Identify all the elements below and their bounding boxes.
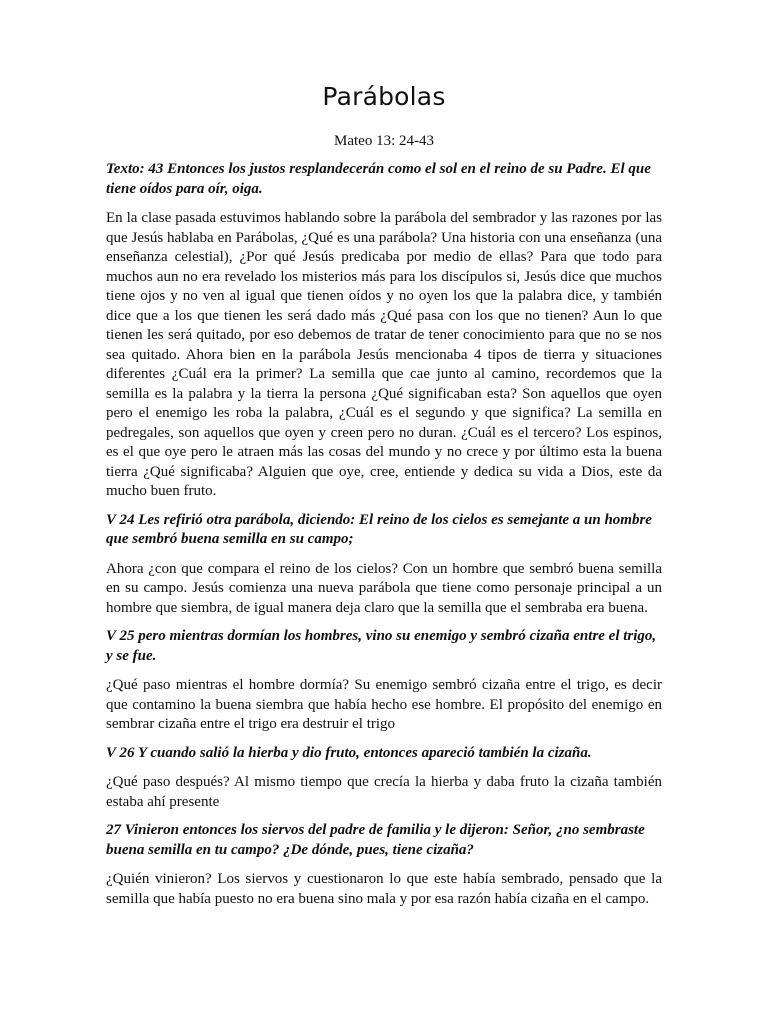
verse-text: V 26 Y cuando salió la hierba y dio fruto, entonces apareció también la cizaña. [106, 744, 592, 761]
verse-text: 27 Vinieron entonces los siervos del padre de familia y le dijeron: Señor, ¿no sembraste buena semilla en tu campo? ¿De dónde, pues, tiene cizaña? [106, 822, 645, 858]
commentary-paragraph: En la clase pasada estuvimos hablando sobre la parábola del sembrador y las razones por las que Jesús hablaba en Parábolas, ¿Qué es una parábola? Una historia con una enseñanza (una enseñanza celestial), ¿Por qué Jesús predicaba por medio de ellas? Para que todo para muchos aun no era revelado los misterios más para los discípulos si, Jesús dice que muchos tiene ojos y no ven al igual que tienen oídos y no oyen los que la palabra dice, y también dice que a los que tienen les será dado más ¿Qué pasa con los que no tienen? Aun lo que tienen les será quitado, por eso debemos de tratar de tener conocimiento para que no se nos sea quitado. Ahora bien en la parábola Jesús mencionaba 4 tipos de tierra y situaciones diferentes ¿Cuál era la primer? La semilla que cae junto al camino, recordemos que la semilla es la palabra y la tierra la persona ¿Qué significaban esta? Son aquellos que oyen pero el enemigo les roba la palabra, ¿Cuál es el segundo y que significa? La semilla en pedregales, son aquellos que oyen y creen pero no duran. ¿Cuál es el tercero? Los espinos, es el que oye pero le atraen más las cosas del mundo y no crece y por último esta la buena tierra ¿Qué significaba? Alguien que oye, cree, entiende y dedica su vida a Dios, este da mucho buen fruto. [106, 210, 662, 499]
page-title: Parábolas [322, 82, 446, 111]
scripture-reference: Mateo 13: 24-43 [334, 133, 434, 149]
document-page [106, 80, 662, 918]
verse-text: V 25 pero mientras dormían los hombres, vino su enemigo y sembró cizaña entre el trigo, y se fue. [106, 628, 657, 664]
commentary-paragraph: ¿Quién vinieron? Los siervos y cuestionaron lo que este había sembrado, pensado que la semilla que había puesto no era buena sino mala y por esa razón había cizaña en el campo. [106, 871, 662, 907]
commentary-paragraph: ¿Qué paso después? Al mismo tiempo que crecía la hierba y daba fruto la cizaña también estaba ahí presente [106, 774, 662, 810]
verse-text: V 24 Les refirió otra parábola, diciendo: El reino de los cielos es semejante a un hombre que sembró buena semilla en su campo; [106, 511, 652, 547]
commentary-paragraph: Ahora ¿con que compara el reino de los cielos? Con un hombre que sembró buena semilla en su campo. Jesús comienza una nueva parábola que tiene como personaje principal a un hombre que siembra, de igual manera deja claro que la semilla que el sembraba era buena. [106, 560, 662, 616]
verse-text: Texto: 43 Entonces los justos resplandecerán como el sol en el reino de su Padre. El que tiene oídos para oír, oiga. [106, 161, 651, 197]
commentary-paragraph: ¿Qué paso mientras el hombre dormía? Su enemigo sembró cizaña entre el trigo, es decir que contamino la buena siembra que había hecho ese hombre. El propósito del enemigo en sembrar cizaña entre el trigo era destruir el trigo [106, 677, 662, 732]
